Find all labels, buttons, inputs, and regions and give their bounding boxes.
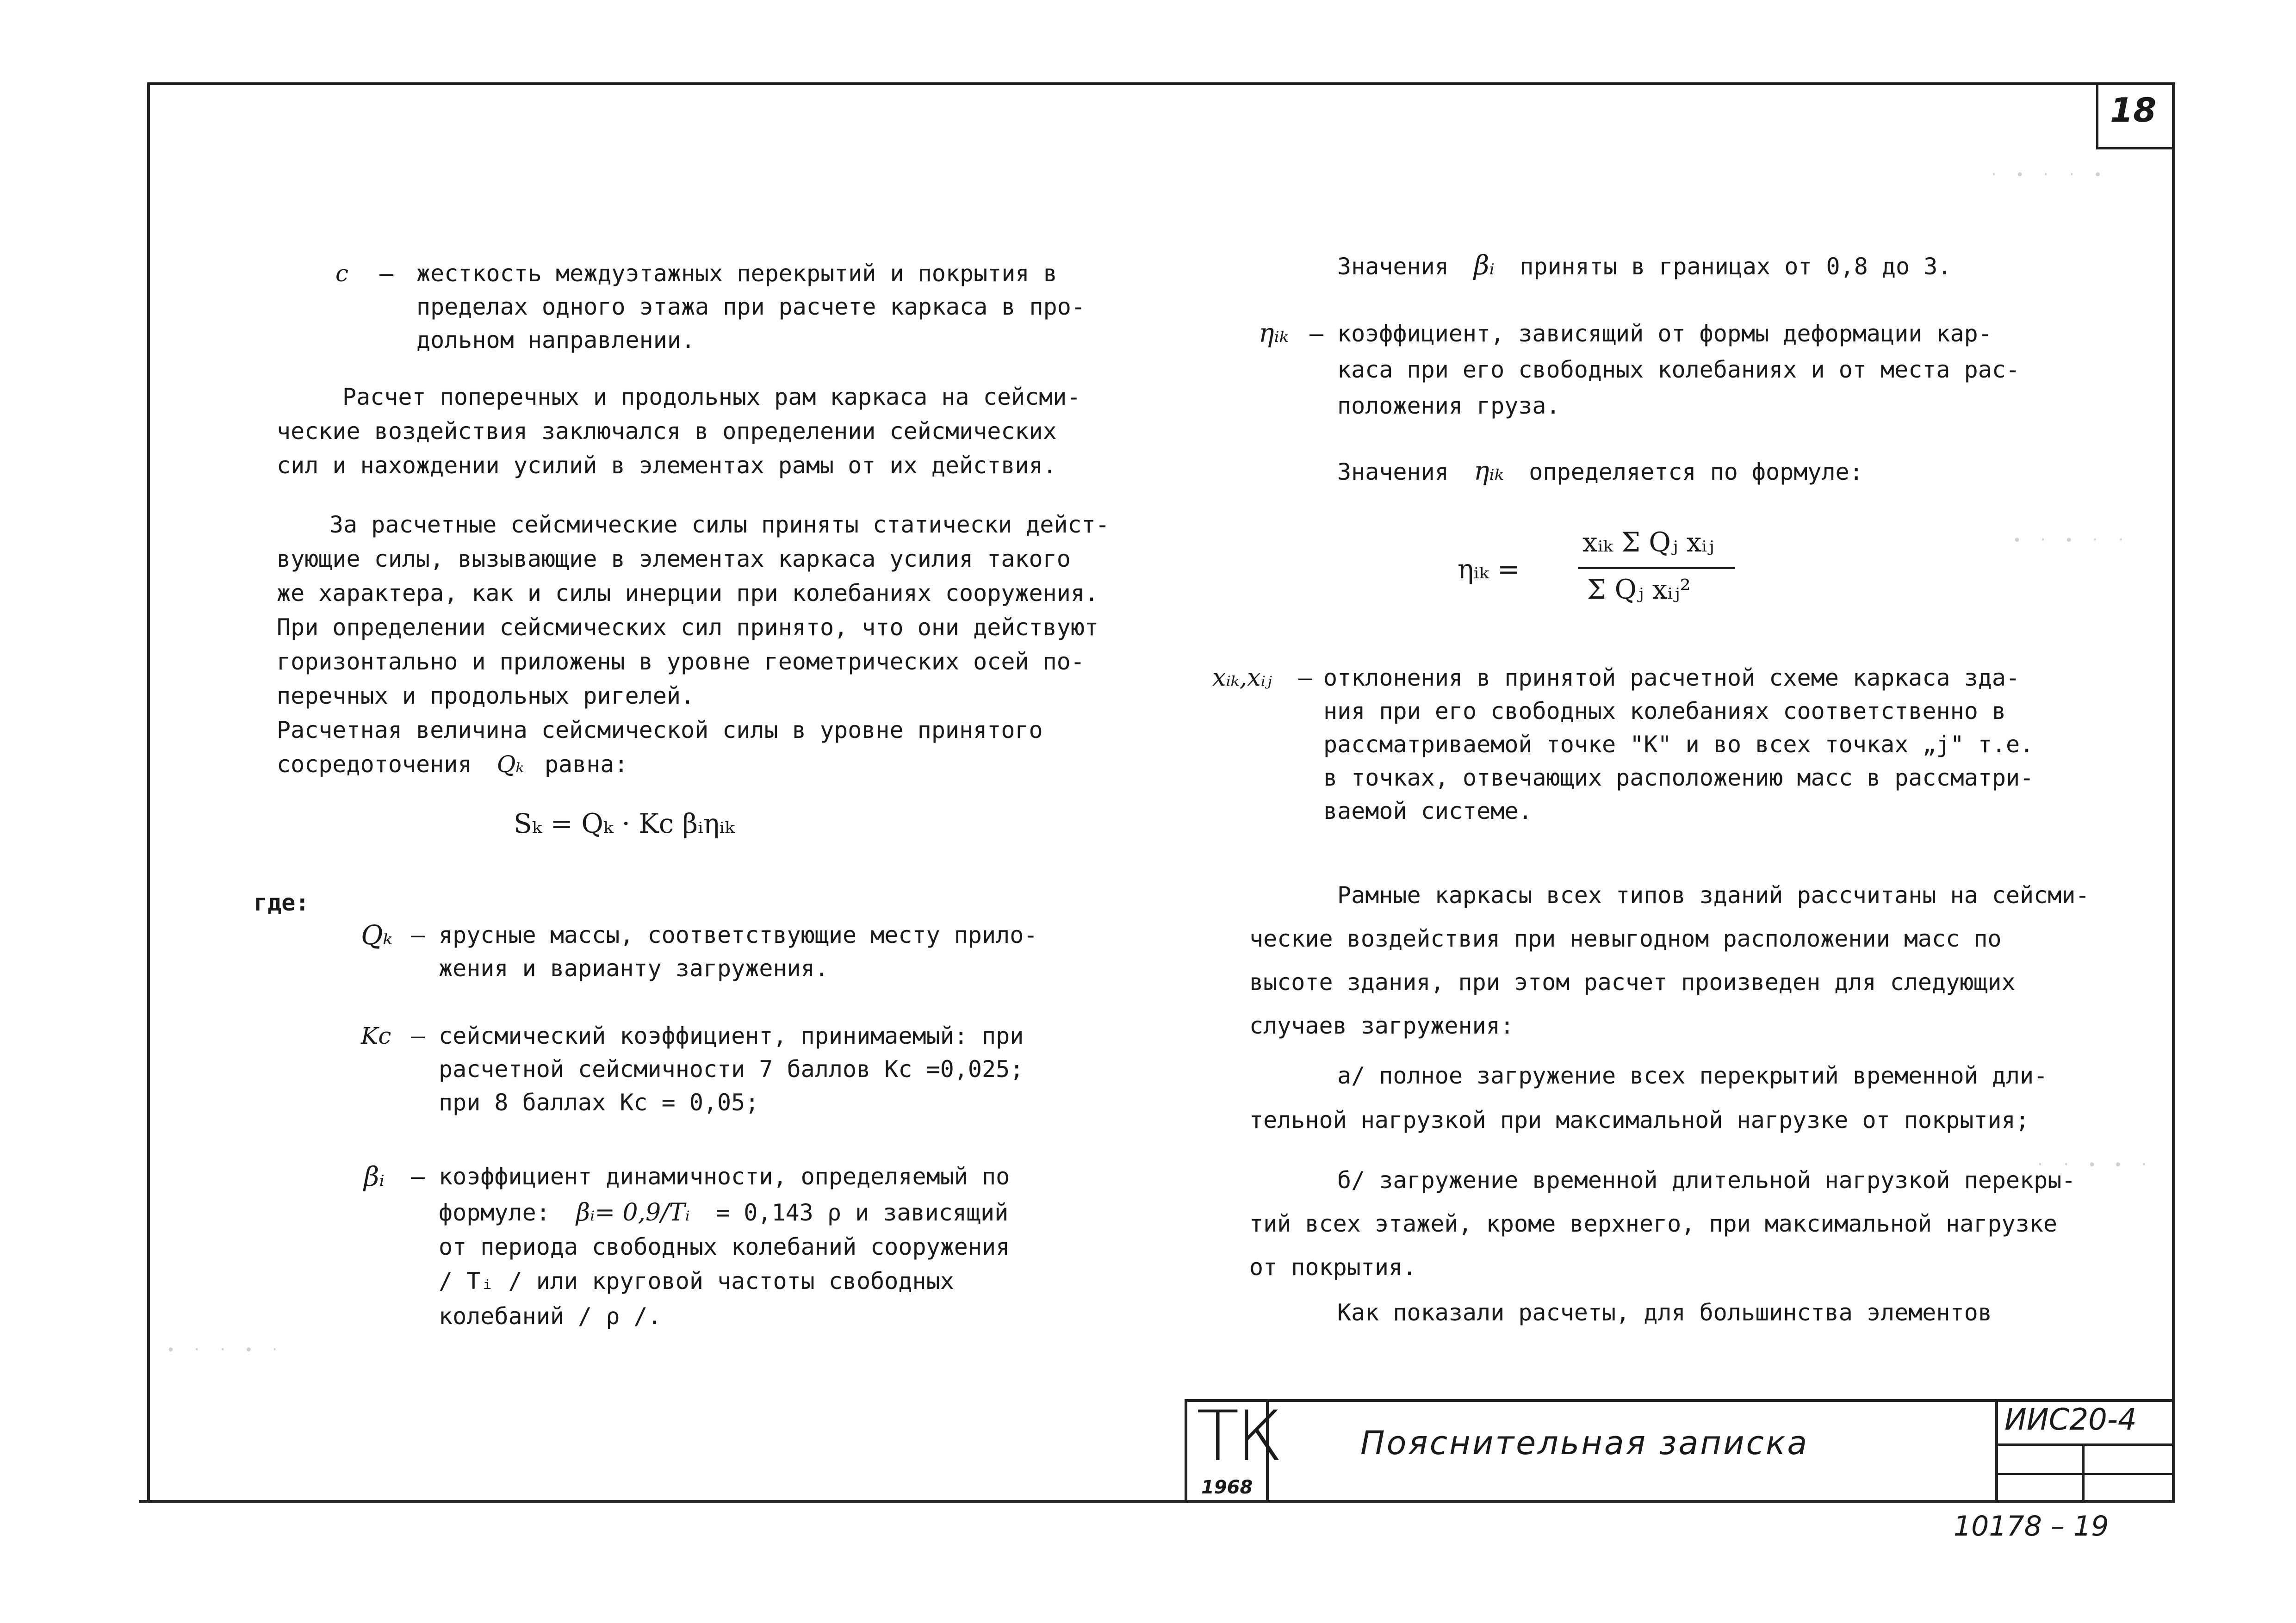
qk-line-1: ярусные массы, соответствующие месту прило- [439,922,1038,948]
stamp-title: Пояснительная записка [1360,1424,1809,1462]
paragraph-1-line: ческие воздействия заключался в определении сейсмических [277,418,1057,445]
where-label: где: [254,889,310,916]
eta-symbol: ηᵢₖ [1259,318,1289,348]
x-line-1: отклонения в принятой расчетной схеме каркаса зда- [1323,664,2020,691]
qk-line-2: жения и варианту загружения. [439,955,829,982]
beta-dash: – [411,1163,425,1190]
speckle-decoration: ∙ · ∙ · · [2013,532,2130,548]
paragraph-2-line: перечных и продольных ригелей. [277,682,695,709]
x-symbol: xᵢₖ,xᵢⱼ [1212,664,1272,692]
x-line-5: ваемой системе. [1323,798,1533,824]
case-a-line: а/ полное загружение всех перекрытий временной дли- [1337,1062,2048,1089]
footer-number: 10178 – 19 [1954,1510,2109,1542]
case-b-line: от покрытия. [1249,1254,1417,1281]
eta-line-2: каса при его свободных колебаниях и от места рас- [1337,356,2020,383]
beta-line-2-b: = 0,143 ρ и зависящий [716,1199,1009,1226]
c-line-3: дольном направлении. [416,327,695,353]
speckle-decoration: ∙ · · ∙ · [167,1342,284,1358]
frame-top [147,82,2174,85]
x-dash: – [1298,664,1313,691]
c-dash: – [379,260,394,287]
beta-line-5: колебаний / ρ /. [439,1303,662,1330]
beta-line-2-a: формуле: [439,1199,550,1226]
eta-intro-post: определяется по формуле: [1529,458,1863,485]
x-line-2: ния при его свободных колебаниях соответственно в [1323,698,2006,725]
stamp-small-hline [1995,1473,2175,1475]
paragraph-3-line: ческие воздействия при невыгодном расположении масс по [1249,925,2002,952]
kc-symbol: Kc [361,1022,391,1049]
paragraph-2-last [277,747,628,782]
x-line-3: рассматриваемой точке "К" и во всех точках „j" т.е. [1323,731,2034,758]
page-number: 18 [2110,91,2157,130]
eta-dash: – [1309,320,1324,347]
speckle-decoration: · · ∙ ∙ · [2036,1157,2153,1173]
eta-intro-pre: Значения [1337,458,1449,485]
stamp-top-line [1185,1399,2175,1402]
frame-left [147,82,150,1503]
paragraph-2-line: горизонтально и приложены в уровне геометрических осей по- [277,648,1085,675]
case-b-line: тий всех этажей, кроме верхнего, при максимальной нагрузке [1249,1210,2057,1237]
formula-eta-fraction-bar [1578,567,1735,569]
last-line: Как показали расчеты, для большинства элементов [1337,1299,1992,1326]
paragraph-2-last-text: сосредоточения [277,751,472,778]
c-line-2: пределах одного этажа при расчете каркаса в про- [416,293,1085,320]
eta-line-3: положения груза. [1337,392,1560,419]
paragraph-1-line: сил и нахождении усилий в элементах рамы от их действия. [277,452,1057,479]
speckle-decoration: · ∙ · · ∙ [1990,167,2107,183]
paragraph-1-line: Расчет поперечных и продольных рам каркаса на сейсми- [342,384,1081,410]
paragraph-2-line: же характера, как и силы инерции при колебаниях сооружения. [277,580,1099,607]
frame-bottom [139,1500,2175,1503]
stamp-code-underline [1995,1443,2175,1446]
paragraph-2-line: Расчетная величина сейсмической силы в уровне принятого [277,717,1043,743]
paragraph-3-line: высоте здания, при этом расчет произведен для следующих [1249,969,2016,996]
paragraph-2-line: При определении сейсмических сил принято, что они действуют [277,614,1099,641]
eta-intro-line [1337,453,1863,490]
paragraph-2-line: вующие силы, вызывающие в элементах каркаса усилия такого [277,545,1071,572]
beta-line-2 [439,1195,1008,1231]
beta-range-symbol: βᵢ [1473,249,1495,281]
kc-line-1: сейсмический коэффициент, принимаемый: при [439,1022,1024,1049]
beta-symbol: βᵢ [364,1161,385,1192]
qk-dash: – [411,922,425,948]
stamp-left-line [1185,1399,1187,1503]
c-symbol: с [335,260,349,287]
formula-sk: Sₖ = Qₖ · Kc βᵢηᵢₖ [514,808,735,839]
qk-inline-symbol: Qₖ [496,751,524,778]
paragraph-2-line: За расчетные сейсмические силы приняты статически дейст- [329,511,1110,538]
stamp-code-divider [1995,1399,1998,1503]
formula-eta-numerator: xᵢₖ Σ Qⱼ xᵢⱼ [1582,527,1714,558]
eta-intro-symbol: ηᵢₖ [1473,456,1504,486]
kc-dash: – [411,1022,425,1049]
case-a-line: тельной нагрузкой при максимальной нагрузке от покрытия; [1249,1107,2029,1134]
beta-formula: βᵢ= 0,9/Tᵢ [576,1199,690,1227]
beta-line-1: коэффициент динамичности, определяемый по [439,1163,1010,1190]
case-b-line: б/ загружение временной длительной нагрузкой перекры- [1337,1167,2076,1194]
eta-line-1: коэффициент, зависящий от формы деформации кар- [1337,320,1992,347]
stamp-tk: ТК [1197,1396,1280,1477]
beta-range-line [1337,247,1951,285]
frame-right [2172,82,2175,1503]
paragraph-2-last-tail: равна: [544,751,628,778]
qk-symbol: Qₖ [361,919,393,951]
kc-line-2: расчетной сейсмичности 7 баллов Kc =0,025; [439,1056,1024,1083]
kc-line-3: при 8 баллах Kc = 0,05; [439,1089,759,1116]
paragraph-3-line: Рамные каркасы всех типов зданий рассчитаны на сейсми- [1337,882,2090,909]
formula-eta-lhs: ηᵢₖ = [1458,553,1520,585]
stamp-code: ИИС20-4 [2004,1403,2137,1437]
x-line-4: в точках, отвечающих расположению масс в рассматри- [1323,764,2034,791]
paragraph-3-line: случаев загружения: [1249,1012,1514,1039]
c-line-1: жесткость междуэтажных перекрытий и покрытия в [416,260,1057,287]
stamp-year: 1968 [1201,1477,1253,1498]
beta-line-3: от периода свободных колебаний сооружения [439,1233,1010,1260]
beta-line-4: / Tᵢ / или круговой частоты свободных [439,1268,954,1295]
beta-range-post: приняты в границах от 0,8 до 3. [1520,253,1952,280]
beta-range-pre: Значения [1337,253,1449,280]
formula-eta-denominator: Σ Qⱼ xᵢⱼ² [1587,574,1691,605]
